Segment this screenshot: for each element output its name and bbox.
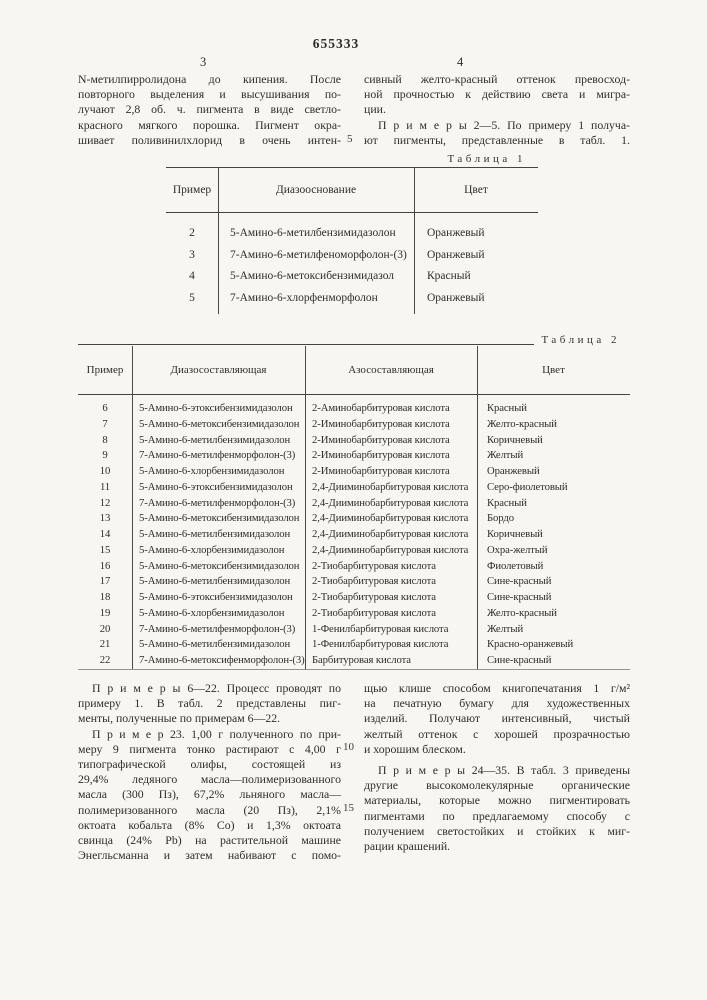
table-row: [78, 449, 630, 465]
table-column-separator: [477, 395, 478, 669]
text-line: типографической олифы, состоящей из: [78, 756, 341, 771]
text-line: П р и м е р ы 6—22. Процесс проводят по: [92, 681, 341, 695]
table-cell: Желто-красный: [487, 606, 557, 619]
table-cell: Коричневый: [487, 433, 543, 446]
table-cell: Фиолетовый: [487, 559, 544, 572]
table-cell: 5: [189, 291, 195, 304]
table-2-label-row: [78, 334, 630, 346]
table-cell: Оранжевый: [487, 465, 540, 477]
table-row: [78, 638, 630, 654]
table-row: [166, 227, 538, 249]
table-row: [78, 497, 630, 513]
table-cell: 3: [189, 248, 195, 261]
text-line: менты, полученные по примерам 6—22.: [78, 711, 281, 726]
table-header-cell: Цвет: [464, 184, 488, 196]
table-cell: 5-Амино-6-метилбензимидазолон: [139, 433, 291, 446]
table-cell: 2-Тиобарбитуровая кислота: [312, 575, 436, 588]
table-row: [166, 292, 538, 314]
table-column-separator: [305, 395, 306, 669]
margin-line-number-15: 15: [343, 802, 354, 814]
text-line: N-метилпирролидона до кипения. После: [78, 72, 341, 86]
text-line: на печатную бумагу для художественных: [364, 696, 630, 711]
table-header-cell: Пример: [172, 184, 212, 196]
text-line: Энегльсманна и затем набивают с помо-: [78, 848, 341, 863]
table-cell: 9: [102, 449, 108, 462]
table-cell: 11: [99, 480, 111, 493]
text-line: лучают 2,8 об. ч. пигмента в виде светло-: [78, 102, 341, 117]
table-cell: 16: [99, 559, 111, 572]
table-cell: 13: [99, 512, 111, 525]
table-cell: 7-Амино-6-метилфенморфолон-(3): [139, 496, 296, 509]
table-cell: 5-Амино-6-хлорбензимидазолон: [139, 606, 285, 619]
table-cell: 8: [102, 433, 108, 446]
table-cell: Красный: [487, 402, 527, 414]
table-cell: 2-Иминобарбитуровая кислота: [312, 417, 450, 430]
margin-line-number-10: 10: [343, 741, 354, 753]
table-cell: 2-Иминобарбитуровая кислота: [312, 449, 450, 462]
table-row: [166, 270, 538, 292]
table-header-cell: Диазосоставляющая: [170, 364, 267, 376]
table-cell: Желтый: [487, 449, 524, 462]
table-cell: 10: [99, 465, 111, 477]
table-cell: 2-Иминобарбитуровая кислота: [312, 465, 450, 477]
text-line: красного мягкого порошка. Пигмент окра-: [78, 117, 341, 132]
table-cell: 2-Тиобарбитуровая кислота: [312, 559, 436, 572]
table-cell: 2-Иминобарбитуровая кислота: [312, 433, 450, 446]
table-cell: Красный: [487, 496, 527, 509]
text-line: материалы, которые можно пигментировать: [364, 793, 630, 808]
text-line: меру 9 пигмента тонко растирают с 4,00 г: [78, 741, 341, 756]
table-cell: 2-Тиобарбитуровая кислота: [312, 591, 436, 603]
table-cell: 18: [99, 591, 111, 603]
table-row: [78, 623, 630, 639]
table-cell: 5-Амино-6-метоксибензимидазолон: [139, 417, 300, 430]
table-column-separator: [414, 213, 415, 314]
table-row: [78, 402, 630, 418]
table-row: [78, 434, 630, 450]
table-cell: 5-Амино-6-метилбензимидазолон: [139, 638, 291, 651]
text-line: примеру 1. В табл. 2 представлены пиг-: [78, 696, 341, 711]
table-cell: 21: [99, 638, 111, 651]
paragraph: [364, 763, 630, 854]
table-cell: 2,4-Дииминобарбитуровая кислота: [312, 496, 469, 509]
text-line: ной прочностью к действию света и мигра-: [364, 87, 630, 102]
table-row: [78, 418, 630, 434]
table-1-label: Таблица 1: [447, 153, 526, 165]
text-line: масла (300 Пз), 67,2% льняного масла—: [78, 787, 341, 802]
table-column-separator: [132, 395, 133, 669]
text-line: рации крашений.: [364, 838, 451, 853]
text-line: желтый оттенок с хорошей прозрачностью: [364, 726, 630, 741]
table-cell: 15: [99, 543, 111, 556]
text-line: сивный желто-красный оттенок превосход-: [364, 72, 630, 86]
table-cell: Охра-желтый: [487, 543, 548, 556]
body-text-top-left: [78, 72, 341, 148]
text-line: шивает поливинилхлорид в очень интен-: [78, 132, 341, 147]
table-cell: 2,4-Дииминобарбитуровая кислота: [312, 480, 469, 493]
table-cell: Оранжевый: [427, 291, 485, 304]
table-cell: Желто-красный: [487, 417, 557, 430]
table-1-body: [166, 213, 538, 314]
text-line: повторного выделения и высушивания по-: [78, 87, 341, 102]
table-cell: 5-Амино-6-метилбензимидазолон: [230, 227, 396, 239]
table-cell: Сине-красный: [487, 575, 552, 588]
paragraph: [364, 681, 630, 757]
text-line: П р и м е р 23. 1,00 г полученного по при-: [92, 726, 341, 741]
table-cell: 7-Амино-6-метоксифенморфолон-(3): [139, 654, 305, 666]
margin-line-number-5: 5: [347, 133, 353, 145]
table-2-body: [78, 395, 630, 670]
body-text-bottom-left: [78, 681, 341, 863]
table-cell: 5-Амино-6-метилбензимидазолон: [139, 575, 291, 588]
table-1-header: [166, 167, 538, 213]
table-cell: 5-Амино-6-метоксибензимидазолон: [139, 512, 300, 525]
table-cell: 7-Амино-6-метилфеноморфолон-(3): [230, 248, 407, 261]
table-cell: 2,4-Дииминобарбитуровая кислота: [312, 543, 469, 556]
column-number-right: 4: [457, 55, 464, 69]
body-text-bottom-right: [364, 681, 630, 854]
table-cell: 1-Фенилбарбитуровая кислота: [312, 638, 449, 651]
table-row: [78, 654, 630, 670]
table-row: [78, 591, 630, 607]
text-line: П р и м е р ы 24—35. В табл. 3 приведены: [378, 762, 630, 777]
table-cell: 2,4-Дииминобарбитуровая кислота: [312, 528, 469, 540]
text-line: получением светостойких и стойких к миг-: [364, 823, 630, 838]
table-cell: 4: [189, 270, 195, 282]
table-2: [78, 334, 630, 670]
table-cell: 7: [102, 417, 108, 430]
table-cell: 19: [99, 606, 111, 619]
text-line: свинца (24% Pb) на растительной машине: [78, 832, 341, 847]
table-header-cell: Пример: [86, 364, 124, 376]
table-cell: Сине-красный: [487, 654, 552, 666]
column-number-left: 3: [200, 55, 207, 69]
table-row: [78, 481, 630, 497]
table-cell: Серо-фиолетовый: [487, 480, 568, 493]
table-cell: 7-Амино-6-хлорфенморфолон: [230, 291, 378, 304]
table-cell: 6: [102, 402, 108, 414]
table-column-separator: [305, 346, 306, 394]
table-cell: 7-Амино-6-метилфенморфолон-(3): [139, 622, 296, 635]
table-row: [78, 465, 630, 481]
table-cell: Бордо: [487, 512, 514, 525]
table-cell: 7-Амино-6-метилфенморфолон-(3): [139, 449, 296, 462]
table-column-separator: [414, 168, 415, 212]
table-cell: Сине-красный: [487, 591, 552, 603]
table-cell: 2: [189, 227, 195, 239]
table-cell: Красный: [427, 270, 471, 282]
table-cell: 22: [99, 654, 111, 666]
table-cell: Коричневый: [487, 528, 543, 540]
table-cell: 17: [99, 575, 111, 588]
table-cell: 5-Амино-6-метоксибензимидазол: [230, 270, 395, 282]
table-cell: 5-Амино-6-этоксибензимидазолон: [139, 402, 293, 414]
table-cell: 20: [99, 622, 111, 635]
table-column-separator: [218, 213, 219, 314]
table-cell: 14: [99, 528, 111, 540]
table-cell: 2-Тиобарбитуровая кислота: [312, 606, 436, 619]
table-row: [78, 575, 630, 591]
table-cell: 2,4-Дииминобарбитуровая кислота: [312, 512, 469, 525]
table-header-cell: Цвет: [542, 364, 565, 376]
table-cell: 5-Амино-6-этоксибензимидазолон: [139, 591, 293, 603]
table-row: [78, 512, 630, 528]
table-cell: 5-Амино-6-хлорбензимидазолон: [139, 465, 285, 477]
table-1: [166, 153, 538, 314]
table-cell: 1-Фенилбарбитуровая кислота: [312, 622, 449, 635]
text-line: ции.: [364, 102, 386, 117]
text-line: октоата кобальта (8% Со) и 1,3% октоата: [78, 817, 341, 832]
table-header-cell: Азосоставляющая: [348, 364, 434, 376]
table-cell: 5-Амино-6-хлорбензимидазолон: [139, 543, 285, 556]
table-cell: 2-Аминобарбитуровая кислота: [312, 402, 450, 414]
text-line: и хорошим блеском.: [364, 741, 466, 756]
text-line: изделий. Получают интенсивный, чистый: [364, 711, 630, 726]
table-row: [78, 544, 630, 560]
table-cell: 5-Амино-6-метилбензимидазолон: [139, 528, 291, 540]
table-cell: 12: [99, 496, 111, 509]
text-line: ют пигменты, представленные в табл. 1.: [364, 132, 630, 147]
table-cell: Оранжевый: [427, 227, 485, 239]
table-row: [78, 528, 630, 544]
text-line: щью клише способом книгопечатания 1 г/м²: [364, 681, 630, 695]
text-line: полимеризованного масла (20 Пз), 2,1%: [78, 802, 341, 817]
table-cell: Красно-оранжевый: [487, 638, 574, 651]
text-line: другие высокомолекулярные органические: [364, 778, 630, 793]
table-2-header: [78, 346, 630, 395]
text-line: 29,4% ледяного масла—полимеризованного: [78, 772, 341, 787]
table-cell: Желтый: [487, 622, 524, 635]
table-column-separator: [218, 168, 219, 212]
table-cell: Барбитуровая кислота: [312, 654, 411, 666]
body-text-top-right: [364, 72, 630, 148]
table-column-separator: [477, 346, 478, 394]
table-row: [78, 560, 630, 576]
text-line: пигментами по предлагаемому способу с: [364, 808, 630, 823]
table-2-label: Таблица 2: [541, 334, 620, 346]
table-column-separator: [132, 346, 133, 394]
table-header-cell: Диазооснование: [275, 184, 357, 196]
table-row: [78, 607, 630, 623]
table-cell: Оранжевый: [427, 248, 485, 261]
table-cell: 5-Амино-6-метоксибензимидазолон: [139, 559, 300, 572]
text-line: П р и м е р ы 2—5. По примеру 1 получа-: [378, 117, 630, 132]
table-cell: 5-Амино-6-этоксибензимидазолон: [139, 480, 293, 493]
table-row: [166, 249, 538, 271]
patent-number: 655333: [312, 36, 360, 51]
